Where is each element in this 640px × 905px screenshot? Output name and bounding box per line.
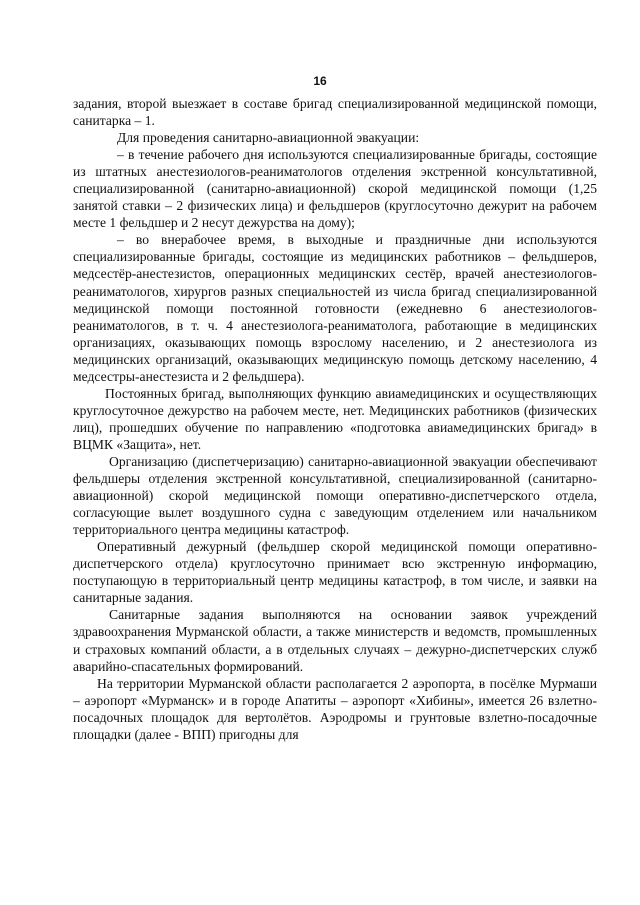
paragraph-workday: – в течение рабочего дня используются специализированные бригады, состоящие из штатных анестезиологов-реаниматологов отделения экстренной консультативной, специализированной (санитарно-авиационной) скорой медицинской помощи (1,25 занятой ставки – 2 физических лица) и фельдшеров (круглосуточно дежурит на рабочем месте 1 фельдшер и 2 несут дежурства на дому); <box>73 147 597 231</box>
paragraph-continuation: задания, второй выезжает в составе бригад специализированной медицинской помощи, санитарка – 1. <box>73 96 597 129</box>
paragraph-requests: Санитарные задания выполняются на основании заявок учреждений здравоохранения Мурманской области, а также министерств и ведомств, промышленных и страховых компаний области, а в отдельных случаях – дежурно-диспетчерских служб аварийно-спасательных формирований. <box>73 607 597 674</box>
paragraph-permanent-teams: Постоянных бригад, выполняющих функцию авиамедицинских и осуществляющих круглосуточное дежурство на рабочем месте, нет. Медицинских работников (физических лиц), прошедших обучение по направлению «подготовка авиамедицинских бригад» в ВЦМК «Защита», нет. <box>73 385 597 452</box>
paragraph-dispatch: Организацию (диспетчеризацию) санитарно-авиационной эвакуации обеспечивают фельдшеры отделения экстренной консультативной, специализированной (санитарно-авиационной) скорой медицинской помощи оперативно-диспетчерского отдела, согласующие вылет воздушного судна с заведующим отделением или начальником территориального центра медицины катастроф. <box>73 453 597 538</box>
paragraph-airports: На территории Мурманской области располагается 2 аэропорта, в посёлке Мурмаши – аэропорт «Мурманск» и в городе Апатиты – аэропорт «Хибины», имеется 26 взлетно-посадочных площадок для вертолётов. Аэродромы и грунтовые взлетно-посадочные площадки (далее - ВПП) пригодны для <box>73 675 597 742</box>
paragraph-intro: Для проведения санитарно-авиационной эвакуации: <box>117 130 420 146</box>
page-number: 16 <box>313 74 327 88</box>
document-body <box>73 95 597 743</box>
paragraph-duty-officer: Оперативный дежурный (фельдшер скорой медицинской помощи оперативно-диспетчерского отдела) круглосуточно принимает всю экстренную информацию, поступающую в территориальный центр медицины катастроф, в том числе, и заявки на санитарные задания. <box>73 539 597 606</box>
paragraph-offhours: – во внерабочее время, в выходные и праздничные дни используются специализированные бригады, состоящие из медицинских работников – фельдшеров, медсестёр-анестезистов, операционных медицинских сестёр, врачей анестезиологов-реаниматологов, хирургов разных специальностей из числа бригад специализированной медицинской помощи постоянной готовности (ежедневно 6 анестезиологов-реаниматологов, в т. ч. 4 анестезиолога-реаниматолога, работающие в медицинских организациях, оказывающих помощь взрослому населению, и 2 анестезиолога из медицинских организаций, оказывающих медицинскую помощь детскому населению, 4 медсестры-анестезиста и 2 фельдшера). <box>73 232 597 384</box>
